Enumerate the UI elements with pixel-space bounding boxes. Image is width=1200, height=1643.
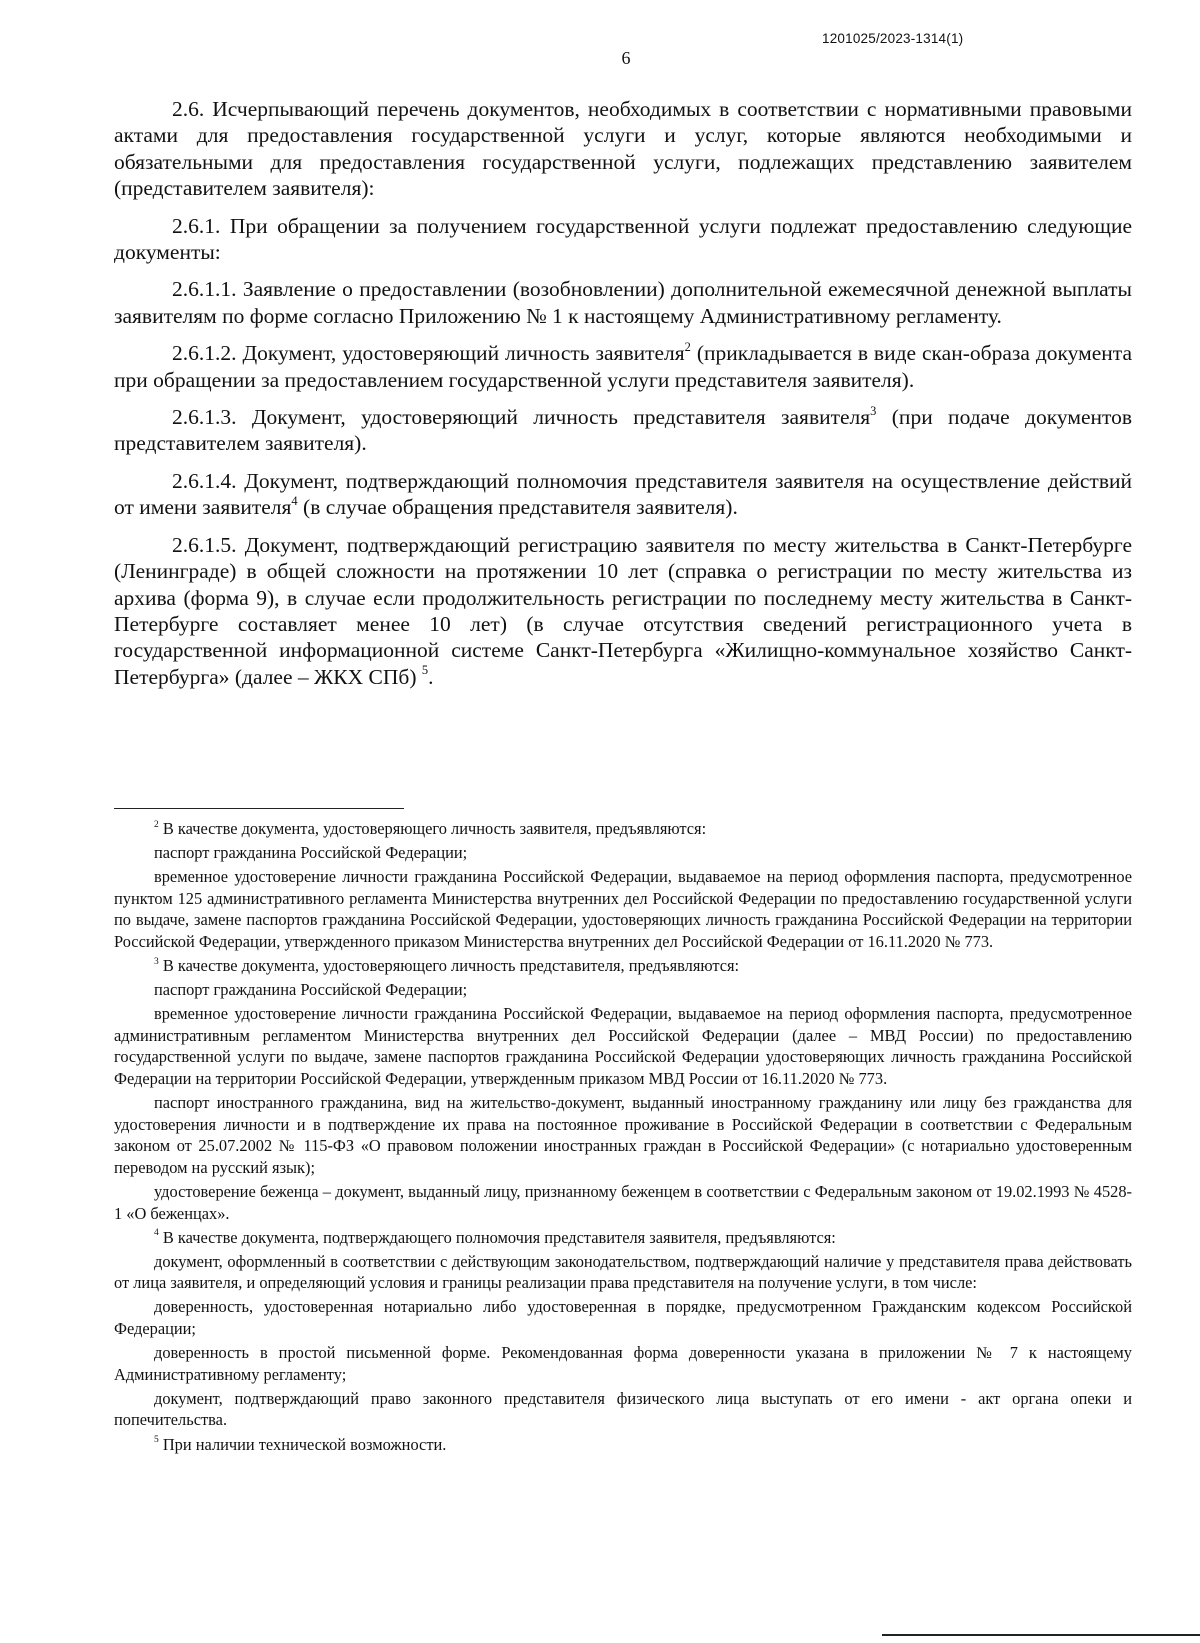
footnote-5-title (114, 1434, 1132, 1456)
footnote-4-item: доверенность в простой письменной форме. Рекомендованная форма доверенности указана в приложении № 7 к настоящему Административному регламенту; (114, 1343, 1132, 1384)
main-text (114, 96, 1132, 699)
paragraph-2-6-1: 2.6.1. При обращении за получением государственной услуги подлежат предоставлению следующие документы: (114, 213, 1132, 265)
footnote-3-item: паспорт иностранного гражданина, вид на жительство-документ, выданный иностранному гражданину или лицу без гражданства для удостоверения личности и в подтверждение их права на постоянное проживание в Российской Федерации в соответствии с Федеральным законом от 25.07.2002 № 115-ФЗ «О правовом положении иностранных граждан в Российской Федерации» (с нотариально удостоверенным переводом на русский язык); (114, 1093, 1132, 1177)
footnote-4-title (114, 1227, 1132, 1249)
paragraph-text: (при подаче документов представителем заявителя). (114, 405, 1133, 456)
footnote-2-title (114, 818, 1132, 840)
paragraph-text: . (428, 664, 434, 689)
paragraph-text: 2.6.1.5. Документ, подтверждающий регистрацию заявителя по месту жительства в Санкт-Петербурге (Ленинграде) в общей сложности на протяжении 10 лет (справка о регистрации по месту жительства из архива (форма 9), в случае если продолжительность регистрации по последнему месту жительства в Санкт-Петербурге составляет менее 10 лет) (в случае отсутствия сведений регистрационного учета в государственной информационной системе Санкт-Петербурга «Жилищно-коммунальное хозяйство Санкт-Петербурга» (далее – ЖКХ СПб) (114, 532, 1132, 689)
footnote-3-item: временное удостоверение личности гражданина Российской Федерации, выдаваемое на период оформления паспорта, предусмотренное административным регламентом Министерства внутренних дел Российской Федерации (далее – МВД России) по предоставлению государственной услуги по выдаче, замене паспортов гражданина Российской Федерации удостоверяющих личность гражданина Российской Федерации на территории Российской Федерации, утвержденным приказом МВД России от 16.11.2020 № 773. (114, 1004, 1132, 1089)
footnote-ref[interactable]: 5 (421, 663, 429, 678)
paragraph-2-6: 2.6. Исчерпывающий перечень документов, необходимых в соответствии с нормативными правовыми актами для предоставления государственной услуги и услуг, которые являются необходимыми и обязательными для предоставления государственной услуги, подлежащих представлению заявителем (представителем заявителя): (114, 97, 1132, 201)
footnote-4-item: документ, подтверждающий право законного представителя физического лица выступать от его имени - акт органа опеки и попечительства. (114, 1388, 1132, 1430)
footnote-3-item: удостоверение беженца – документ, выданный лицу, признанному беженцем в соответствии с Федеральным законом от 19.02.1993 № 4528-1 «О беженцах». (114, 1182, 1132, 1223)
page-number: 6 (621, 48, 631, 68)
paragraph-2-6-1-5 (114, 532, 1132, 690)
footnote-ref[interactable]: 2 (684, 339, 691, 354)
paragraph-text: 2.6.1.4. Документ, подтверждающий полномочия представителя заявителя на осуществление действий от имени заявителя (114, 468, 1132, 520)
footnote-2-item: временное удостоверение личности гражданина Российской Федерации, выдаваемое на период оформления паспорта, предусмотренное пунктом 125 административного регламента Министерства внутренних дел Российской Федерации по предоставлению государственной услуги по выдаче, замене паспортов гражданина Российской Федерации, удостоверяющих личность гражданина Российской Федерации на территории Российской Федерации, утвержденного приказом Министерства внутренних дел Российской Федерации от 16.11.2020 № 773. (114, 867, 1132, 951)
document-id: 1201025/2023-1314(1) (822, 31, 964, 46)
footnote-2-item: паспорт гражданина Российской Федерации; (154, 843, 468, 863)
footnote-marker: 5 (154, 1435, 159, 1446)
footnote-marker: 3 (154, 956, 159, 967)
footnotes (114, 818, 1132, 1458)
footnote-separator (114, 808, 404, 809)
paragraph-text: 2.6.1.2. Документ, удостоверяющий личность заявителя (172, 341, 685, 366)
footnote-3-title (114, 955, 1132, 977)
footnote-4-item: доверенность, удостоверенная нотариально либо удостоверенная в порядке, предусмотренном Гражданским кодексом Российской Федерации; (114, 1297, 1132, 1339)
footnote-text: При наличии технической возможности. (158, 1434, 447, 1454)
paragraph-text: (прикладывается в виде скан-образа документа при обращении за предоставлением государственной услуги представителя заявителя). (114, 341, 1132, 392)
bottom-edge-line (882, 1634, 1200, 1636)
footnote-text: В качестве документа, подтверждающего полномочия представителя заявителя, предъявляются: (158, 1227, 836, 1247)
paragraph-text: (в случае обращения представителя заявителя). (297, 495, 738, 520)
paragraph-2-6-1-3 (114, 404, 1132, 457)
footnote-ref[interactable]: 4 (291, 493, 298, 508)
footnote-ref[interactable]: 3 (870, 403, 877, 418)
footnote-marker: 4 (154, 1228, 159, 1239)
paragraph-2-6-1-1: 2.6.1.1. Заявление о предоставлении (возобновлении) дополнительной ежемесячной денежной выплаты заявителям по форме согласно Приложению № 1 к настоящему Административному регламенту. (114, 277, 1132, 328)
footnote-4-item: документ, оформленный в соответствии с действующим законодательством, подтверждающий наличие у представителя права действовать от лица заявителя, и определяющий условия и границы реализации права представителя на получение услуги, в том числе: (114, 1251, 1132, 1293)
paragraph-text: 2.6.1.3. Документ, удостоверяющий личность представителя заявителя (172, 405, 871, 430)
paragraph-2-6-1-2 (114, 340, 1132, 393)
footnote-text: В качестве документа, удостоверяющего личность представителя, предъявляются: (158, 956, 740, 976)
footnote-text: В качестве документа, удостоверяющего личность заявителя, предъявляются: (158, 819, 707, 838)
paragraph-2-6-1-4 (114, 468, 1132, 521)
footnote-3-item: паспорт гражданина Российской Федерации; (154, 980, 468, 1000)
footnote-marker: 2 (154, 819, 159, 830)
